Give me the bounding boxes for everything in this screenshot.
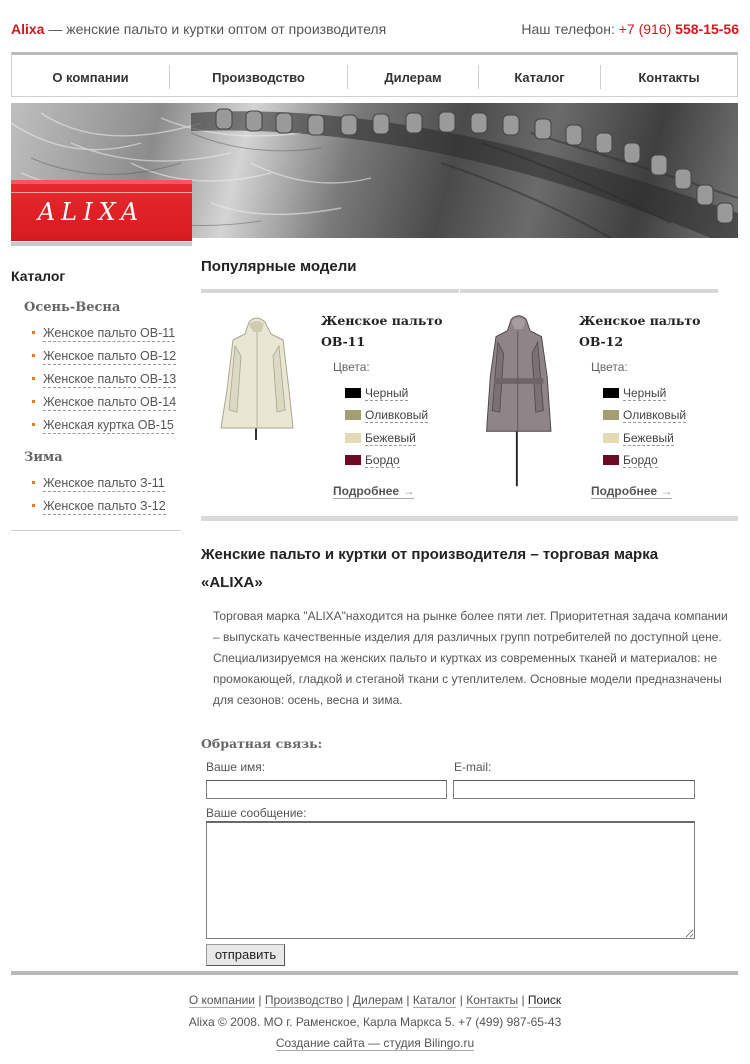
footer-link-contacts[interactable]: Контакты: [466, 993, 519, 1007]
nav-item-about[interactable]: О компании: [52, 70, 129, 85]
feedback-title: Обратная связь:: [201, 736, 323, 751]
sidebar-item-label[interactable]: Женское пальто З-11: [43, 476, 165, 490]
more-link[interactable]: Подробнее →: [591, 484, 673, 498]
submit-button[interactable]: отправить: [206, 944, 285, 966]
phone-number: 558-15-56: [675, 21, 739, 37]
arrow-right-icon: →: [660, 484, 673, 498]
footer-link-search[interactable]: Поиск: [527, 993, 562, 1007]
color-swatch-beige: [603, 433, 619, 443]
about-text: Торговая марка "ALIXA"находится на рынке более пяти лет. Приоритетная задача компании – выпускать качественные изделия для различных групп потребителей по доступной цене. Специализируемся на женских пальто и куртках из современных тканей и материалов: не промокающей, гладкой и стеганой ткани с утеплителем. Основные модели предназначены для сезонов: осень, весна и зима.: [213, 609, 728, 707]
footer-copyright: Alixa © 2008. МО г. Раменское, Карла Маркса 5. +7 (499) 987-65-43: [188, 1015, 562, 1029]
sidebar-item-label[interactable]: Женское пальто З-12: [43, 499, 166, 513]
colors-label: Цвета:: [591, 360, 628, 374]
email-input[interactable]: [453, 780, 695, 799]
nav-item-catalog[interactable]: Каталог: [514, 70, 565, 85]
popular-bottom-rule: [201, 516, 738, 521]
studio-link[interactable]: Создание сайта — студия Bilingo.ru: [275, 1036, 475, 1050]
color-swatch-black: [603, 388, 619, 398]
sidebar-title: Каталог: [11, 268, 66, 284]
logo-text: ALIXA: [37, 198, 145, 226]
site-tagline: — женские пальто и куртки оптом от производителя: [44, 21, 387, 37]
bullet-icon: [32, 354, 35, 357]
product-name[interactable]: Женское пальто ОВ-12: [579, 313, 701, 349]
sidebar-item-label[interactable]: Женская куртка ОВ-15: [43, 418, 174, 432]
footer-link-production[interactable]: Производство: [264, 993, 344, 1007]
sidebar-item-label[interactable]: Женское пальто ОВ-14: [43, 395, 177, 409]
color-swatch-bordeaux: [345, 455, 361, 465]
about-title: Женские пальто и куртки от производителя – торговая марка «ALIXA»: [201, 546, 659, 591]
footer-nav: О компании | Производство | Дилерам | Каталог | Контакты | Поиск: [188, 993, 562, 1007]
logo-plate[interactable]: [11, 180, 192, 246]
main-nav: [11, 52, 738, 97]
bullet-icon: [32, 377, 35, 380]
color-swatch-bordeaux: [603, 455, 619, 465]
sidebar-group-winter: Зима: [24, 450, 63, 465]
header-phone: [521, 21, 739, 37]
nav-item-contacts[interactable]: Контакты: [638, 70, 700, 85]
footer-rule: [11, 971, 738, 975]
footer-studio: [0, 1036, 750, 1050]
sidebar-item-label[interactable]: Женское пальто ОВ-12: [43, 349, 177, 363]
product-card-ov11: Женское пальто ОВ-11 Цвета: Черный Оливковый Бежевый Бордо Подробнее →: [201, 300, 459, 510]
footer-link-about[interactable]: О компании: [188, 993, 256, 1007]
phone-code: +7 (916): [618, 21, 676, 37]
arrow-right-icon: →: [402, 484, 415, 498]
footer-link-catalog[interactable]: Каталог: [412, 993, 457, 1007]
sidebar-group-autumn-spring: Осень-Весна: [24, 300, 121, 315]
message-label: Ваше сообщение:: [206, 806, 307, 820]
name-input[interactable]: [206, 780, 447, 799]
color-swatch-olive: [345, 410, 361, 420]
sidebar-item-label[interactable]: Женское пальто ОВ-11: [43, 326, 176, 340]
bullet-icon: [32, 400, 35, 403]
sidebar-item-label[interactable]: Женское пальто ОВ-13: [43, 372, 177, 386]
color-swatch-olive: [603, 410, 619, 420]
brand-name[interactable]: Alixa: [11, 21, 45, 37]
popular-title: Популярные модели: [201, 258, 357, 275]
nav-item-dealers[interactable]: Дилерам: [384, 70, 442, 85]
more-link[interactable]: Подробнее →: [333, 484, 415, 498]
header-bar: [11, 21, 739, 41]
bullet-icon: [32, 331, 35, 334]
product-name[interactable]: Женское пальто ОВ-11: [321, 313, 443, 349]
name-label: Ваше имя:: [206, 760, 266, 774]
bullet-icon: [32, 504, 35, 507]
color-swatch-beige: [345, 433, 361, 443]
product-photo-ov12[interactable]: [459, 310, 569, 490]
sidebar-divider: [11, 530, 181, 531]
product-card-ov12: Женское пальто ОВ-12 Цвета: Черный Оливковый Бежевый Бордо Подробнее →: [459, 300, 717, 510]
product-photo-ov11[interactable]: [201, 310, 311, 490]
popular-top-rule: [201, 289, 718, 293]
bullet-icon: [32, 481, 35, 484]
phone-label: Наш телефон:: [521, 21, 619, 37]
nav-item-production[interactable]: Производство: [212, 70, 305, 85]
colors-label: Цвета:: [333, 360, 370, 374]
footer-link-dealers[interactable]: Дилерам: [352, 993, 403, 1007]
bullet-icon: [32, 423, 35, 426]
color-swatch-black: [345, 388, 361, 398]
email-label: E-mail:: [454, 760, 492, 774]
message-textarea[interactable]: [206, 821, 695, 939]
logo-underline: [11, 242, 192, 246]
